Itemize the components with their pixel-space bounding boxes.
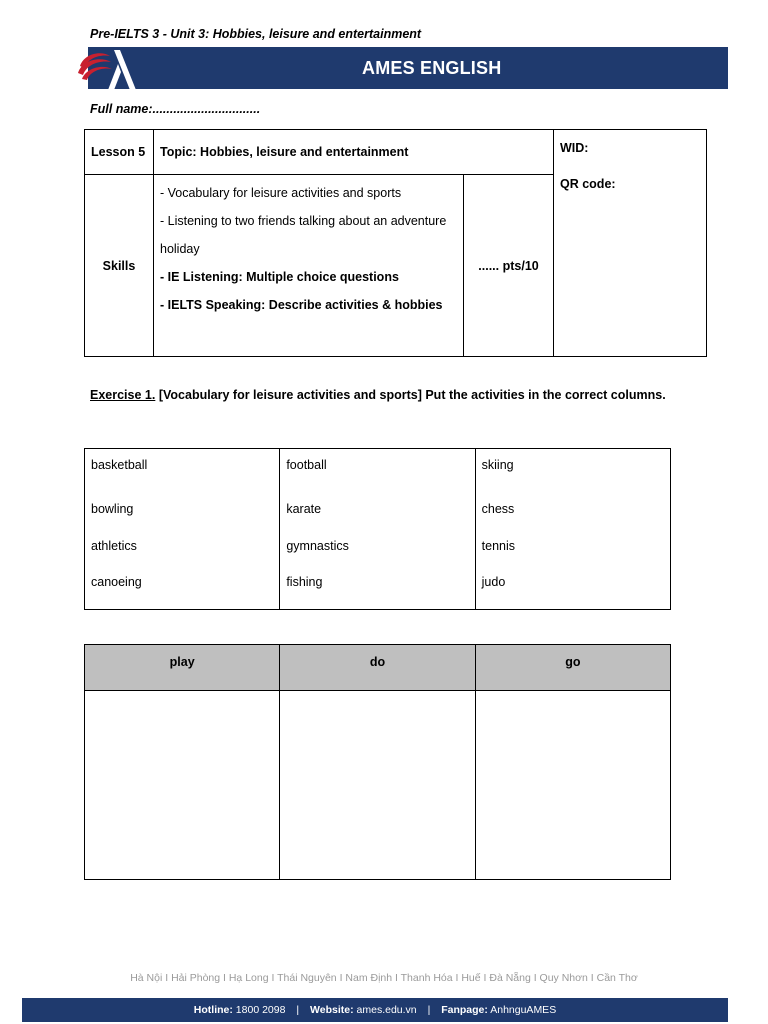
word-item: judo bbox=[481, 575, 506, 589]
skill-item: - IELTS Speaking: Describe activities & hobbies bbox=[160, 298, 443, 312]
word-item: football bbox=[286, 458, 327, 472]
skill-item: - Vocabulary for leisure activities and sports bbox=[160, 186, 402, 200]
hotline-label: Hotline: bbox=[193, 1004, 233, 1016]
word-column bbox=[85, 449, 280, 610]
full-name-field: Full name:............................... bbox=[90, 102, 261, 116]
sorting-table bbox=[84, 644, 671, 880]
column-header-go: go bbox=[475, 645, 670, 691]
lesson-topic: Topic: Hobbies, leisure and entertainment bbox=[154, 130, 554, 175]
website-label: Website: bbox=[310, 1004, 354, 1016]
word-item: basketball bbox=[91, 458, 148, 472]
word-item: chess bbox=[481, 502, 515, 516]
word-item: skiing bbox=[481, 458, 514, 472]
answer-cell-play[interactable] bbox=[85, 691, 280, 880]
word-item: athletics bbox=[91, 538, 137, 553]
hotline-number: 1800 2098 bbox=[235, 1004, 286, 1016]
exercise-text: [Vocabulary for leisure activities and sports] Put the activities in the correct columns. bbox=[158, 388, 666, 402]
exercise-number: Exercise 1. bbox=[90, 388, 156, 402]
word-item: tennis bbox=[481, 538, 516, 553]
answer-cell-go[interactable] bbox=[475, 691, 670, 880]
column-header-do: do bbox=[280, 645, 475, 691]
footer-separator: | bbox=[427, 1004, 431, 1016]
footer-bar bbox=[22, 998, 728, 1022]
fanpage-label: Fanpage: bbox=[441, 1004, 488, 1016]
ames-logo-icon bbox=[74, 46, 144, 92]
skills-label: Skills bbox=[85, 175, 154, 357]
wid-label: WID: bbox=[560, 141, 589, 155]
word-column bbox=[280, 449, 475, 610]
website-link[interactable]: ames.edu.vn bbox=[356, 1004, 417, 1016]
skill-item: - IE Listening: Multiple choice questions bbox=[160, 270, 399, 284]
word-item: bowling bbox=[91, 502, 134, 516]
fanpage-link[interactable]: AnhnguAMES bbox=[490, 1004, 557, 1016]
qr-code-label: QR code: bbox=[560, 177, 616, 191]
footer-separator: | bbox=[296, 1004, 300, 1016]
word-item: karate bbox=[286, 502, 322, 516]
lesson-info-table bbox=[84, 129, 707, 357]
word-item: gymnastics bbox=[286, 538, 349, 553]
word-bank-table bbox=[84, 448, 671, 610]
word-item: canoeing bbox=[91, 575, 142, 589]
lesson-number: Lesson 5 bbox=[85, 130, 154, 175]
word-item: fishing bbox=[286, 575, 323, 589]
exercise-instruction bbox=[90, 381, 678, 409]
points-score: ...... pts/10 bbox=[464, 175, 554, 357]
column-header-play: play bbox=[85, 645, 280, 691]
branch-cities: Hà Nội I Hải Phòng I Hạ Long I Thái Nguyên I Nam Định I Thanh Hóa I Huế I Đà Nẵng I Quy Nhơn I Cần Thơ bbox=[130, 972, 638, 984]
skill-item: - Listening to two friends talking about an adventure holiday bbox=[160, 214, 447, 256]
answer-cell-do[interactable] bbox=[280, 691, 475, 880]
skills-list bbox=[154, 175, 464, 357]
word-column bbox=[475, 449, 670, 610]
wid-cell bbox=[554, 130, 707, 357]
brand-name: AMES ENGLISH bbox=[362, 58, 502, 78]
course-title: Pre-IELTS 3 - Unit 3: Hobbies, leisure and entertainment bbox=[90, 27, 422, 41]
